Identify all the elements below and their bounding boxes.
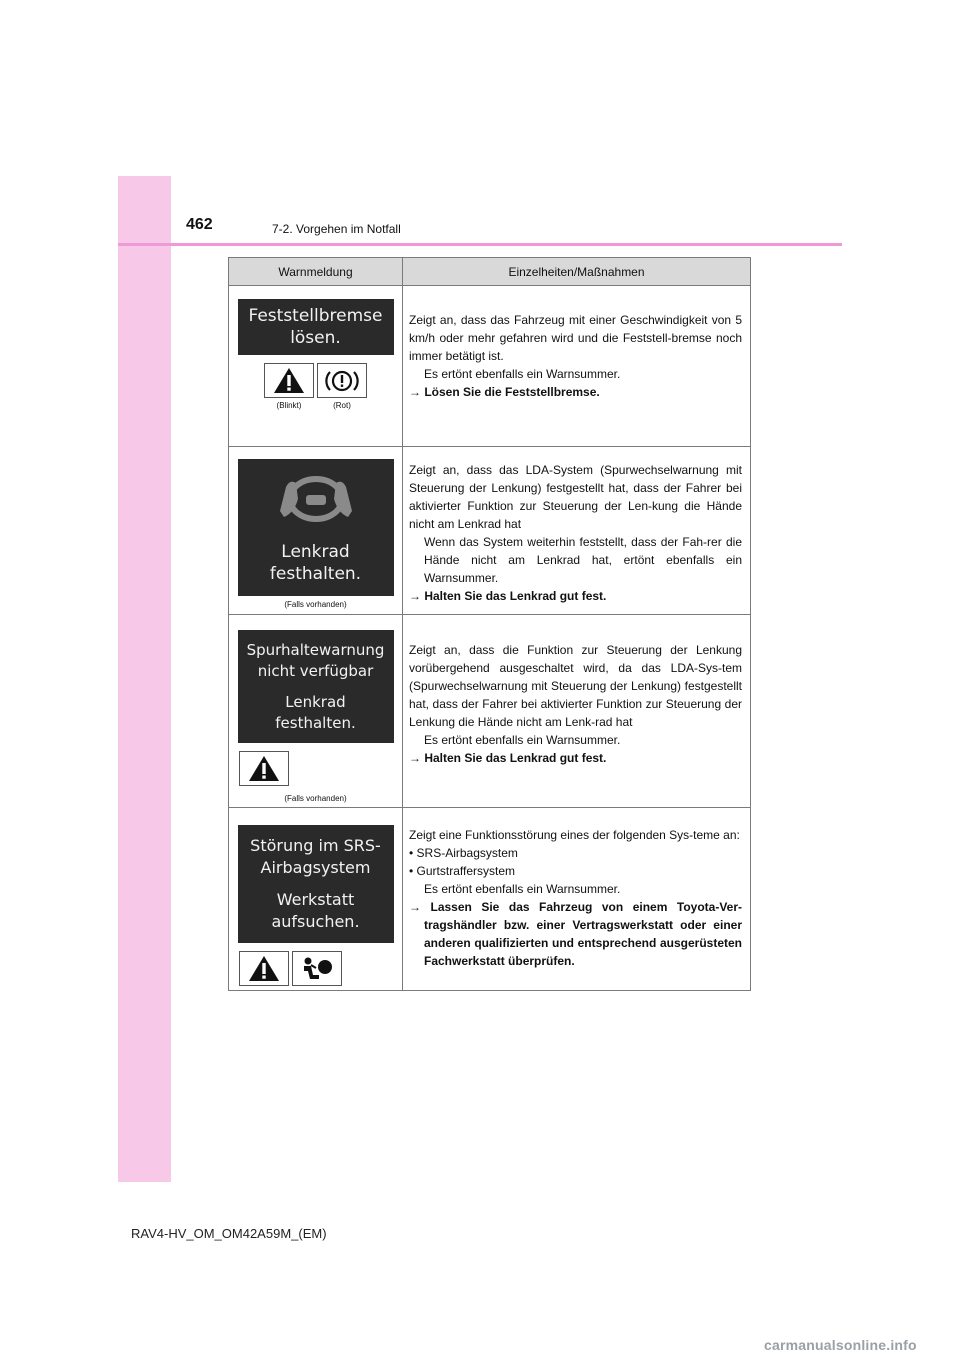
table-row [229,447,751,615]
page-number: 462 [186,216,213,233]
warning-triangle-icon [264,363,314,398]
side-tab-bar [118,176,171,1182]
availability-caption: (Falls vorhanden) [284,794,347,803]
screen-line: Störung im SRS- [250,836,381,855]
display-screen [238,630,394,743]
icon-row [229,751,402,786]
display-screen [238,825,394,943]
description-text: Zeigt eine Funktionsstörung eines der folgenden Sys-teme an: [409,828,740,842]
description-text: Zeigt an, dass das LDA-System (Spurwechselwarnung mit Steuerung der Lenkung) festgestellt hat, dass der Fahrer bei aktivierter Funktion zur Steuerung der Len-kung die Hände nicht am Lenkrad hat [409,463,742,531]
bullet-item: • Gurtstraffersystem [409,864,516,878]
details-cell [403,447,751,615]
header-rule [118,243,842,246]
airbag-warning-icon [292,951,342,986]
details-cell [403,808,751,991]
icon-row [229,363,402,398]
description-text: Zeigt an, dass das Fahrzeug mit einer Geschwindigkeit von 5 km/h oder mehr gefahren wird und die Feststell-bremse noch immer betätigt ist. [409,313,742,363]
note-text: Es ertönt ebenfalls ein Warnsummer. [424,733,621,747]
hands-on-wheel-icon [276,473,356,533]
warning-image-cell [229,286,403,447]
screen-line: festhalten. [275,713,356,732]
action-text: → Lassen Sie das Fahrzeug von einem Toyota-Ver-tragshändler bzw. einer Vertragswerkstatt oder einer anderen qualifizierten und entsprechend ausgerüsteten Fachwerkstatt überprüfen. [409,900,742,968]
action-text: → Halten Sie das Lenkrad gut fest. [409,589,607,603]
display-screen [238,459,394,596]
column-header-message: Warnmeldung [229,258,403,286]
table-row [229,286,751,447]
availability-caption: (Falls vorhanden) [284,600,347,609]
warning-image-cell [229,447,403,615]
icon-captions [229,401,402,410]
note-text: Wenn das System weiterhin feststellt, dass der Fah-rer die Hände nicht am Lenkrad hat, ertönt ebenfalls ein Warnsummer. [424,535,742,585]
screen-line: nicht verfügbar [257,661,374,680]
screen-line: Lenkrad [281,542,350,562]
screen-line: Airbagsystem [260,858,371,877]
document-id: RAV4-HV_OM_OM42A59M_(EM) [131,1226,327,1241]
table-row [229,615,751,808]
note-text: Es ertönt ebenfalls ein Warnsummer. [424,882,621,896]
screen-line: Werkstatt [276,890,355,909]
icon-row [229,951,402,986]
warning-triangle-icon [239,951,289,986]
watermark-text: carmanualsonline.info [764,1337,917,1353]
display-screen [238,299,394,355]
brake-warning-icon [317,363,367,398]
note-text: Es ertönt ebenfalls ein Warnsummer. [424,367,621,381]
table-header-row [229,258,751,286]
icon-caption: (Blinkt) [276,401,302,410]
screen-line: Spurhaltewarnung [246,640,385,659]
action-text: → Halten Sie das Lenkrad gut fest. [409,751,607,765]
screen-line: Feststellbremse [248,306,383,326]
warning-triangle-icon [239,751,289,786]
details-cell [403,286,751,447]
table-row [229,808,751,991]
warning-image-cell [229,615,403,808]
description-text: Zeigt an, dass die Funktion zur Steuerung der Lenkung vorübergehend ausgeschaltet wird, da das LDA-Sys-tem (Spurwechselwarnung mit Steuerung der Lenkung) festgestellt hat, dass der Fahrer bei aktivierter Funktion zur Steuerung der Lenkung die Hände nicht am Lenk-rad hat [409,643,742,729]
warning-image-cell [229,808,403,991]
screen-line: lösen. [290,328,341,348]
warning-message-table [228,257,751,991]
icon-caption: (Rot) [333,401,351,410]
screen-line: aufsuchen. [271,912,360,931]
action-text: → Lösen Sie die Feststellbremse. [409,385,600,399]
screen-line: Lenkrad [285,692,346,711]
screen-line: festhalten. [269,564,362,584]
bullet-item: • SRS-Airbagsystem [409,846,518,860]
details-cell [403,615,751,808]
column-header-details: Einzelheiten/Maßnahmen [403,258,751,286]
section-title: 7-2. Vorgehen im Notfall [272,222,401,236]
